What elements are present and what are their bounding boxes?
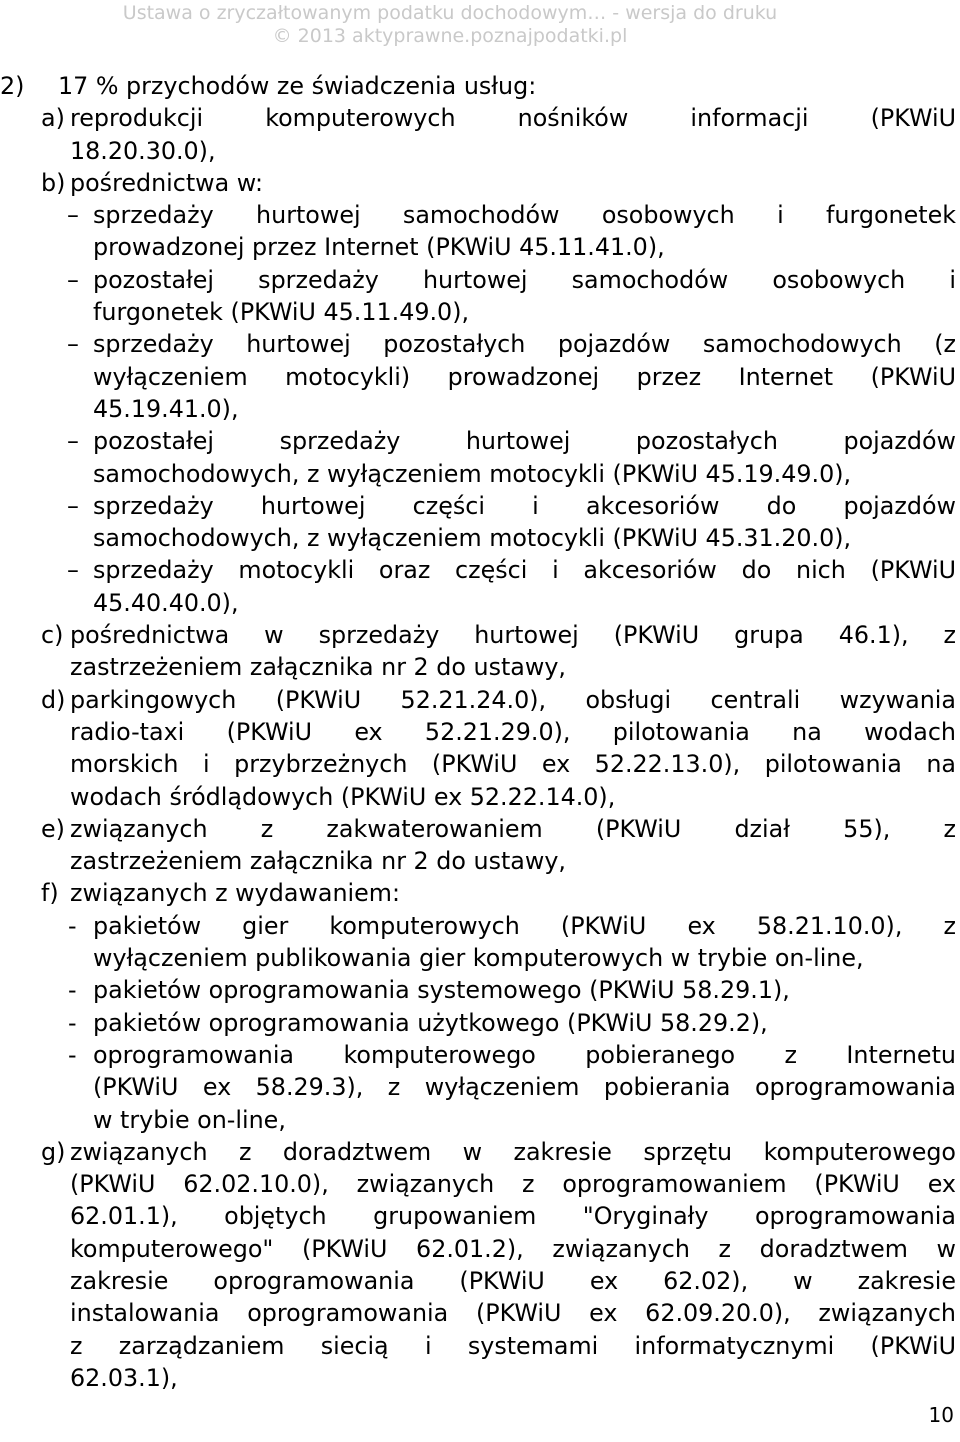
- text-line: z zarządzaniem siecią i systemami informatycznymi (PKWiU: [70, 1331, 956, 1360]
- list-item-e-line: [41, 813, 956, 845]
- sub-item-line: [67, 264, 956, 296]
- text-line: pakietów oprogramowania systemowego (PKWiU 58.29.1),: [93, 976, 790, 1005]
- sub-item-line: [67, 425, 956, 457]
- sub-item-line: [93, 942, 956, 974]
- list-item-g-line: [70, 1330, 956, 1362]
- text-line: 45.19.41.0),: [93, 394, 239, 423]
- sub-item-line: [68, 1007, 956, 1039]
- text-line: zastrzeżeniem załącznika nr 2 do ustawy,: [70, 847, 566, 876]
- text-line: pakietów oprogramowania użytkowego (PKWiU 58.29.2),: [93, 1008, 768, 1037]
- text-line: związanych z wydawaniem:: [70, 879, 400, 908]
- sub-item-line: [68, 974, 956, 1006]
- sub-item-line: [93, 458, 956, 490]
- running-header-title: Ustawa o zryczałtowanym podatku dochodowym… - wersja do druku: [122, 2, 778, 24]
- sub-item-line: [67, 554, 956, 586]
- sub-item-line: [67, 328, 956, 360]
- list-item-g-line: [41, 1136, 956, 1168]
- text-line: reprodukcji komputerowych nośników informacji (PKWiU: [70, 104, 956, 133]
- sub-item-line: [93, 1071, 956, 1103]
- list-item-a-line: [70, 135, 956, 167]
- dash-marker: –: [67, 556, 79, 585]
- text-line: (PKWiU 62.02.10.0), związanych z oprogramowaniem (PKWiU ex: [70, 1170, 956, 1199]
- text-line: (PKWiU ex 58.29.3), z wyłączeniem pobierania oprogramowania: [93, 1073, 956, 1102]
- dash-marker: –: [67, 201, 79, 230]
- hyphen-marker: -: [68, 1008, 77, 1037]
- sub-item-line: [93, 587, 956, 619]
- list-marker: g): [41, 1137, 66, 1166]
- text-line: wyłączeniem publikowania gier komputerowych w trybie on-line,: [93, 944, 864, 973]
- sub-item-line: [67, 490, 956, 522]
- text-line: samochodowych, z wyłączeniem motocykli (PKWiU 45.31.20.0),: [93, 524, 852, 553]
- sub-item-line: [93, 296, 956, 328]
- text-line: instalowania oprogramowania (PKWiU ex 62.09.20.0), związanych: [70, 1299, 956, 1328]
- list-item-d-line: [70, 748, 956, 780]
- list-item-text: 17 % przychodów ze świadczenia usług:: [58, 72, 537, 100]
- document-body: [0, 70, 956, 1394]
- list-marker: b): [41, 168, 66, 197]
- list-item-2: [0, 70, 956, 102]
- list-marker: 2): [0, 72, 25, 100]
- page-number: 10: [928, 1403, 954, 1427]
- hyphen-marker: -: [68, 976, 77, 1005]
- text-line: 45.40.40.0),: [93, 588, 239, 617]
- text-line: sprzedaży motocykli oraz części i akcesoriów do nich (PKWiU: [93, 556, 956, 585]
- text-line: prowadzonej przez Internet (PKWiU 45.11.41.0),: [93, 233, 665, 262]
- text-line: pośrednictwa w sprzedaży hurtowej (PKWiU grupa 46.1), z: [70, 621, 956, 650]
- sub-item-line: [67, 199, 956, 231]
- hyphen-marker: -: [68, 1040, 77, 1069]
- list-item-g-line: [70, 1168, 956, 1200]
- dash-marker: –: [67, 265, 79, 294]
- sub-item-line: [93, 231, 956, 263]
- list-item-g-line: [70, 1297, 956, 1329]
- dash-marker: –: [67, 491, 79, 520]
- text-line: furgonetek (PKWiU 45.11.49.0),: [93, 298, 470, 327]
- list-item-g-line: [70, 1362, 956, 1394]
- sub-item-line: [68, 1039, 956, 1071]
- running-header-copyright: © 2013 aktyprawne.poznajpodatki.pl: [272, 25, 628, 47]
- text-line: sprzedaży hurtowej części i akcesoriów do pojazdów: [93, 491, 956, 520]
- sub-item-line: [93, 361, 956, 393]
- text-line: wyłączeniem motocykli) prowadzonej przez Internet (PKWiU: [93, 362, 956, 391]
- text-line: parkingowych (PKWiU 52.21.24.0), obsługi centrali wzywania: [70, 685, 956, 714]
- text-line: związanych z zakwaterowaniem (PKWiU dział 55), z: [70, 814, 956, 843]
- list-marker: f): [41, 879, 59, 908]
- dash-marker: –: [67, 427, 79, 456]
- text-line: w trybie on-line,: [93, 1105, 286, 1134]
- text-line: oprogramowania komputerowego pobieranego z Internetu: [93, 1040, 956, 1069]
- list-item-b-line: [41, 167, 956, 199]
- list-item-a-line: [41, 102, 956, 134]
- list-item-c-line: [70, 651, 956, 683]
- list-marker: c): [41, 621, 64, 650]
- list-marker: d): [41, 685, 66, 714]
- sub-item-line: [68, 910, 956, 942]
- sub-item-line: [93, 393, 956, 425]
- sub-item-line: [93, 522, 956, 554]
- list-item-d-line: [70, 716, 956, 748]
- list-item-g-line: [70, 1200, 956, 1232]
- sub-item-line: [93, 1104, 956, 1136]
- list-item-c-line: [41, 619, 956, 651]
- text-line: sprzedaży hurtowej pozostałych pojazdów samochodowych (z: [93, 330, 956, 359]
- text-line: związanych z doradztwem w zakresie sprzętu komputerowego: [70, 1137, 956, 1166]
- text-line: pozostałej sprzedaży hurtowej samochodów osobowych i: [93, 265, 956, 294]
- text-line: 62.03.1),: [70, 1363, 178, 1392]
- text-line: 18.20.30.0),: [70, 136, 216, 165]
- list-item-g-line: [70, 1233, 956, 1265]
- text-line: radio-taxi (PKWiU ex 52.21.29.0), pilotowania na wodach: [70, 717, 956, 746]
- text-line: morskich i przybrzeżnych (PKWiU ex 52.22.13.0), pilotowania na: [70, 750, 956, 779]
- text-line: 62.01.1), objętych grupowaniem "Oryginały oprogramowania: [70, 1202, 956, 1231]
- list-item-d-line: [70, 781, 956, 813]
- list-item-d-line: [41, 684, 956, 716]
- list-item-g-line: [70, 1265, 956, 1297]
- list-marker: a): [41, 104, 65, 133]
- list-item-f-line: [41, 877, 956, 909]
- text-line: komputerowego" (PKWiU 62.01.2), związanych z doradztwem w: [70, 1234, 956, 1263]
- text-line: samochodowych, z wyłączeniem motocykli (PKWiU 45.19.49.0),: [93, 459, 852, 488]
- text-line: pozostałej sprzedaży hurtowej pozostałych pojazdów: [93, 427, 956, 456]
- text-line: pośrednictwa w:: [70, 168, 263, 197]
- text-line: zastrzeżeniem załącznika nr 2 do ustawy,: [70, 653, 566, 682]
- dash-marker: –: [67, 330, 79, 359]
- list-item-e-line: [70, 845, 956, 877]
- list-marker: e): [41, 814, 65, 843]
- text-line: wodach śródlądowych (PKWiU ex 52.22.14.0),: [70, 782, 616, 811]
- text-line: zakresie oprogramowania (PKWiU ex 62.02), w zakresie: [70, 1266, 956, 1295]
- hyphen-marker: -: [68, 911, 77, 940]
- text-line: pakietów gier komputerowych (PKWiU ex 58.21.10.0), z: [93, 911, 956, 940]
- text-line: sprzedaży hurtowej samochodów osobowych i furgonetek: [93, 201, 956, 230]
